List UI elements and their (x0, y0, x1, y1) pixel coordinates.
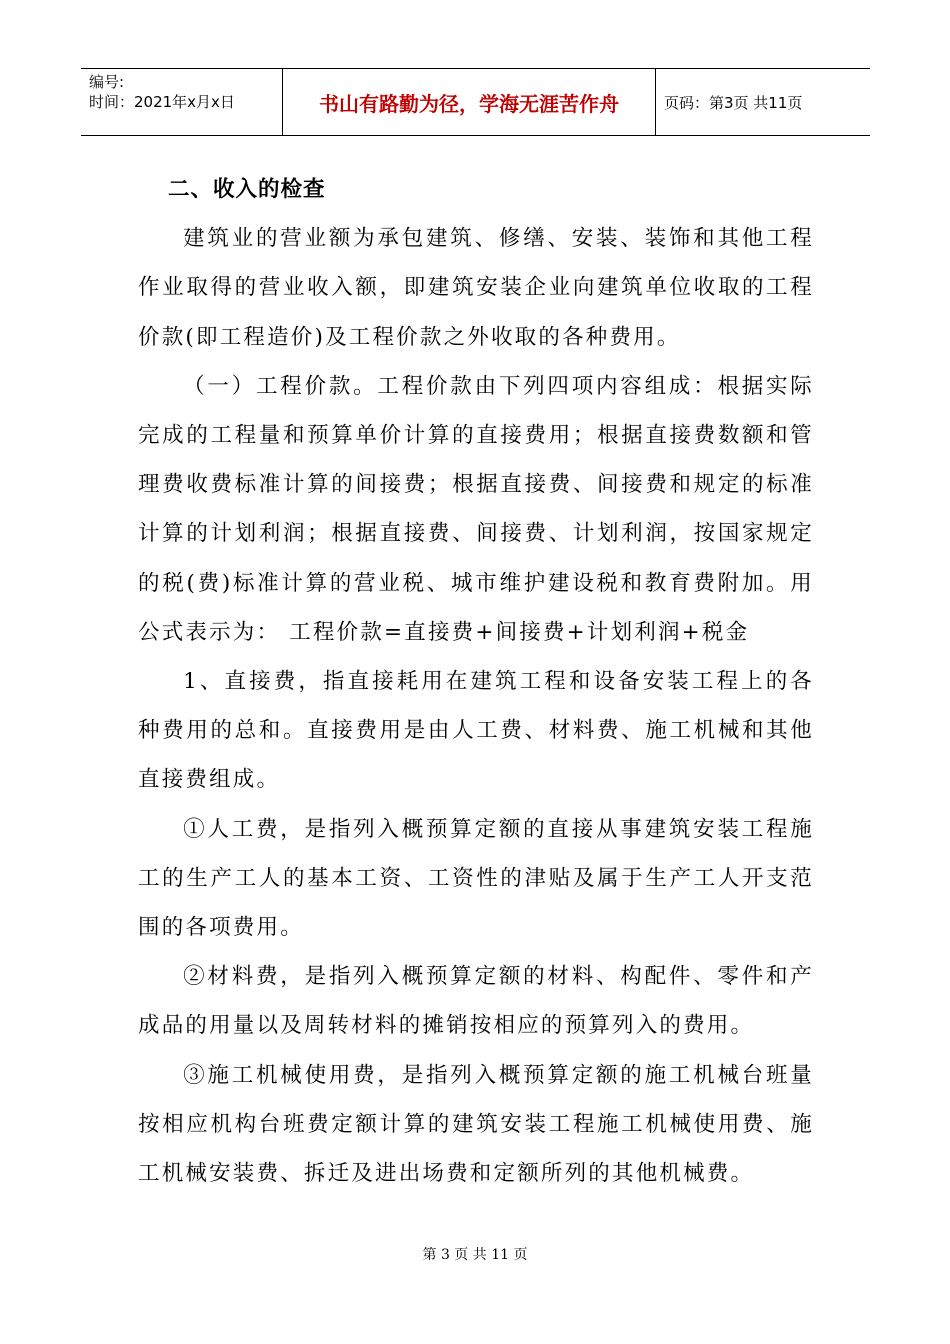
document-time-label: 时间：2021年x月x日 (89, 93, 235, 111)
document-number-label: 编号: (89, 73, 125, 91)
header-page-info: 页码：第3页 共11页 (664, 93, 803, 112)
page-header (81, 68, 870, 136)
document-body (138, 165, 814, 1198)
section-heading: 二、收入的检查 (168, 177, 326, 202)
paragraph: （一）工程价款。工程价款由下列四项内容组成：根据实际完成的工程量和预算单价计算的直接费用；根据直接费数额和管理费收费标准计算的间接费；根据直接费、间接费和规定的标准计算的计划利润；根据直接费、间接费、计划利润，按国家规定的税(费)标准计算的营业税、城市维护建设税和教育费附加。用公式表示为： 工程价款=直接费+间接费+计划利润+税金 (138, 373, 814, 645)
paragraph: 1、直接费，指直接耗用在建筑工程和设备安装工程上的各种费用的总和。直接费用是由人工费、材料费、施工机械和其他直接费组成。 (138, 669, 814, 793)
page-footer: 第 3 页 共 11 页 (422, 1247, 528, 1263)
paragraph: ①人工费，是指列入概预算定额的直接从事建筑安装工程施工的生产工人的基本工资、工资性的津贴及属于生产工人开支范围的各项费用。 (138, 816, 814, 941)
header-motto: 书山有路勤为径，学海无涯苦作舟 (283, 69, 656, 135)
paragraph: ③施工机械使用费，是指列入概预算定额的施工机械台班量按相应机构台班费定额计算的建筑安装工程施工机械使用费、施工机械安装费、拆迁及进出场费和定额所列的其他机械费。 (138, 1062, 814, 1187)
header-meta (81, 69, 283, 135)
paragraph: 建筑业的营业额为承包建筑、修缮、安装、装饰和其他工程作业取得的营业收入额，即建筑安装企业向建筑单位收取的工程价款(即工程造价)及工程价款之外收取的各种费用。 (138, 226, 814, 350)
paragraph: ②材料费，是指列入概预算定额的材料、构配件、零件和产成品的用量以及周转材料的摊销按相应的预算列入的费用。 (138, 964, 814, 1039)
